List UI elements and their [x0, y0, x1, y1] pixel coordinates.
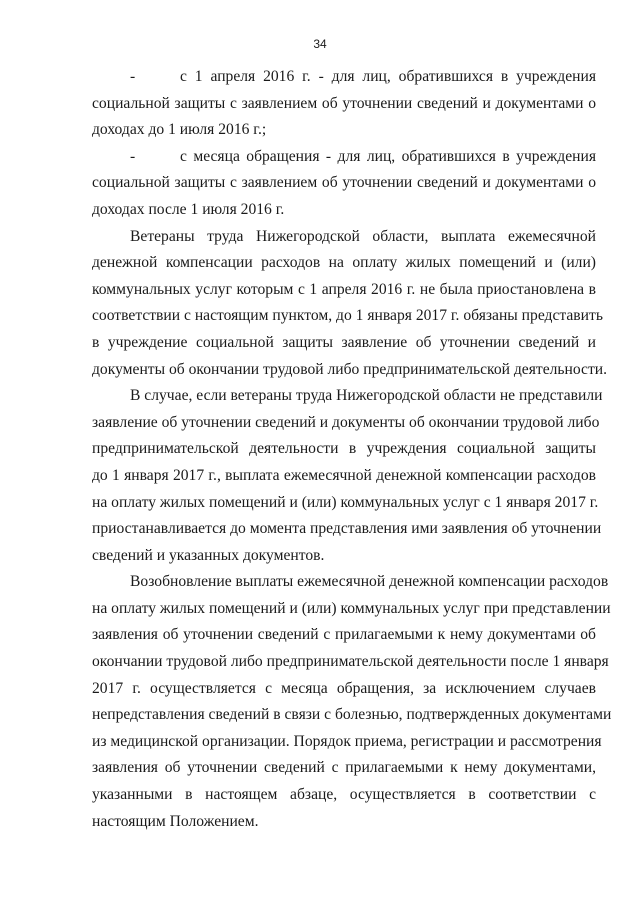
- text-line: денежной компенсации расходов на оплату жилых помещений и (или): [92, 254, 596, 272]
- text-line: доходах после 1 июля 2016 г.: [92, 200, 285, 218]
- page-number: 34: [313, 37, 327, 51]
- text-line: из медицинской организации. Порядок приема, регистрации и рассмотрения: [92, 732, 602, 750]
- text-line: на оплату жилых помещений и (или) коммунальных услуг при представлении: [92, 599, 611, 617]
- bullet-first-line: [92, 64, 596, 91]
- text-line: до 1 января 2017 г., выплата ежемесячной денежной компенсации расходов: [92, 466, 596, 484]
- text-line: 2017 г. осуществляется с месяца обращения, за исключением случаев: [92, 679, 596, 697]
- bullet-dash: -: [130, 147, 136, 165]
- text-line: заявление об уточнении сведений и документы об окончании трудовой либо: [92, 413, 600, 431]
- paragraph: [92, 569, 612, 835]
- text-line: непредставления сведений в связи с болезнью, подтвержденных документами: [92, 706, 612, 724]
- bullet-item: [92, 64, 596, 144]
- text-line: социальной защиты с заявлением об уточнении сведений и документами о: [92, 174, 596, 192]
- bullet-dash: -: [130, 68, 136, 85]
- text-line: в учреждение социальной защиты заявление об уточнении сведений и: [92, 333, 596, 351]
- document-body: [92, 64, 612, 835]
- text-line: предпринимательской деятельности в учреждения социальной защиты: [92, 440, 596, 458]
- text-line: приостанавливается до момента представления ими заявления об уточнении: [92, 520, 602, 538]
- bullet-item: [92, 144, 596, 224]
- bullet-text: с 1 апреля 2016 г. - для лиц, обратившихся в учреждения: [180, 68, 596, 85]
- text-line: Ветераны труда Нижегородской области, выплата ежемесячной: [130, 227, 596, 245]
- text-line: В случае, если ветераны труда Нижегородской области не представили: [130, 387, 603, 405]
- text-line: сведений и указанных документов.: [92, 546, 325, 564]
- text-line: настоящим Положением.: [92, 812, 259, 830]
- bullet-first-line: [92, 144, 596, 171]
- text-line: соответствии с настоящим пунктом, до 1 января 2017 г. обязаны представить: [92, 307, 603, 325]
- paragraph: [92, 383, 603, 569]
- text-line: коммунальных услуг которым с 1 апреля 2016 г. не была приостановлена в: [92, 280, 596, 298]
- text-line: окончании трудовой либо предпринимательской деятельности после 1 января: [92, 653, 609, 671]
- text-line: социальной защиты с заявлением об уточнении сведений и документами о: [92, 94, 596, 112]
- text-line: Возобновление выплаты ежемесячной денежной компенсации расходов: [130, 573, 609, 591]
- text-line: доходах до 1 июля 2016 г.;: [92, 121, 267, 139]
- text-line: документы об окончании трудовой либо предпринимательской деятельности.: [92, 360, 608, 378]
- text-line: заявления об уточнении сведений с прилагаемыми к нему документами,: [92, 759, 596, 777]
- text-line: на оплату жилых помещений и (или) коммунальных услуг с 1 января 2017 г.: [92, 493, 599, 511]
- text-line: заявления об уточнении сведений с прилагаемыми к нему документами об: [92, 626, 596, 644]
- paragraph: [92, 224, 608, 384]
- bullet-text: с месяца обращения - для лиц, обратившихся в учреждения: [180, 147, 596, 165]
- text-line: указанными в настоящем абзаце, осуществляется в соответствии с: [92, 786, 596, 804]
